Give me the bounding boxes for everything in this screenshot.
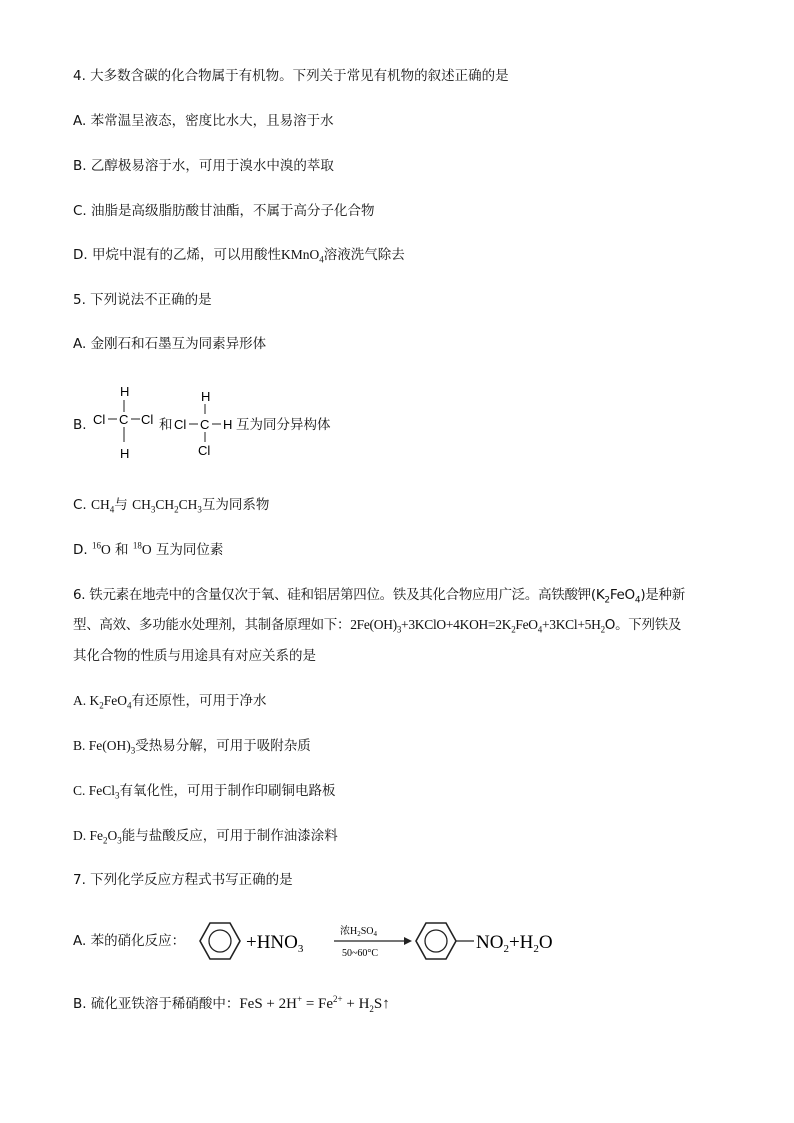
q4-d-kmno4: KMnO$_4$: [280, 247, 324, 265]
q5-b-post: 互为同分异构体: [236, 417, 331, 433]
benzene-ring-circle: [209, 930, 231, 952]
isotope-o16: $^{16}$O: [91, 540, 111, 557]
q5-b-and: 和: [159, 417, 173, 433]
q5-option-b-label: B.: [73, 417, 87, 433]
q5-d-label: D.: [73, 542, 88, 558]
mol1-center-atom: C: [119, 412, 129, 427]
mol2-top-atom: H: [201, 389, 211, 404]
q7-stem: 7. 下列化学反应方程式书写正确的是: [73, 872, 293, 888]
q5-c-label: C.: [73, 497, 87, 513]
structural-formula-1: [90, 382, 160, 464]
q5-d-and: 和: [115, 542, 129, 558]
q4-option-d: [73, 245, 405, 265]
q7-option-a-label: A. 苯的硝化反应：: [73, 933, 186, 949]
mol2-left-atom: Cl: [174, 417, 187, 432]
q5-option-a: A. 金刚石和石墨互为同素异形体: [73, 336, 267, 352]
q4-d-pre: D. 甲烷中混有的乙烯，可以用酸性: [73, 247, 281, 263]
benzene-ring-icon: [200, 923, 240, 959]
benzene-ring-circle: [425, 930, 447, 952]
mol1-top-atom: H: [120, 384, 130, 399]
condition-top: 浓$H_2SO_4$: [340, 926, 378, 938]
product-no2-h2o: $NO_2+H_2O$: [476, 932, 553, 955]
q5-c-mid: 与: [114, 497, 128, 513]
q6-option-d: D. $Fe_2O_3$能与盐酸反应，可用于制作油漆涂料: [73, 828, 338, 846]
reaction-arrow-head-icon: [404, 937, 412, 945]
condition-bottom: 50~60°C: [342, 948, 379, 959]
q4-d-post: 溶液洗气除去: [323, 247, 405, 263]
isotope-o18: $^{18}$O: [132, 540, 152, 557]
q5-option-c: [73, 495, 269, 515]
q6-stem-line-2: 型、高效、多功能水处理剂，其制备原理如下：$2Fe(OH)_3+3KClO+4KOH=2K_2FeO_4+3KCl+5H_2O$。下列铁及: [73, 617, 682, 635]
q5-stem: 5. 下列说法不正确的是: [73, 292, 212, 308]
q6-stem-line-1: 6. 铁元素在地壳中的含量仅次于氧、硅和铝居第四位。铁及其化合物应用广泛。高铁酸钾$(K_2FeO_4)$是种新: [73, 587, 685, 606]
reagent-hno3: $+HNO_3$: [246, 932, 304, 955]
q5-d-post: 互为同位素: [155, 542, 224, 558]
mol2-bottom-atom: Cl: [198, 443, 211, 458]
q4-option-c: C. 油脂是高级脂肪酸甘油酯，不属于高分子化合物: [73, 203, 375, 219]
q5-c-post: 互为同系物: [201, 497, 270, 513]
q6-option-a: A. $K_2FeO_4$有还原性，可用于净水: [73, 693, 267, 711]
formula-methane: $CH_4$: [91, 497, 115, 515]
mol1-right-atom: Cl: [141, 412, 154, 427]
benzene-ring-icon: [416, 923, 456, 959]
equation-k2feo4-synthesis: $2Fe(OH)_3+3KClO+4KOH=2K_2FeO_4+3KCl+5H_2$: [350, 617, 605, 635]
formula-propane: $CH_3CH_2CH_3$: [132, 497, 202, 515]
mol2-right-atom: H: [223, 417, 233, 432]
q5-option-d: [73, 540, 223, 560]
q4-stem: 4. 大多数含碳的化合物属于有机物。下列关于常见有机物的叙述正确的是: [73, 68, 509, 84]
q6-option-b: B. $Fe(OH)_3$受热易分解，可用于吸附杂质: [73, 738, 311, 756]
q4-option-b: B. 乙醇极易溶于水，可用于溴水中溴的萃取: [73, 158, 334, 174]
q6-stem-line-3: 其化合物的性质与用途具有对应关系的是: [73, 648, 316, 664]
structural-formula-2: [172, 387, 236, 461]
q6-option-c: C. FeCl$_3$有氧化性，可用于制作印刷铜电路板: [73, 783, 336, 801]
mol1-left-atom: Cl: [93, 412, 106, 427]
q4-option-a: A. 苯常温呈液态，密度比水大，且易溶于水: [73, 113, 334, 129]
mol1-bottom-atom: H: [120, 446, 130, 461]
q7-option-b: B. 硫化亚铁溶于稀硝酸中：FeS + $2H^+ = Fe^{2+}$ + $H_2S↑$: [73, 994, 390, 1014]
mol2-center-atom: C: [200, 417, 210, 432]
nitration-equation: [190, 912, 570, 972]
equation-fes-acid: FeS + $2H^+ = Fe^{2+}$ + $H_2S↑$: [239, 994, 390, 1014]
